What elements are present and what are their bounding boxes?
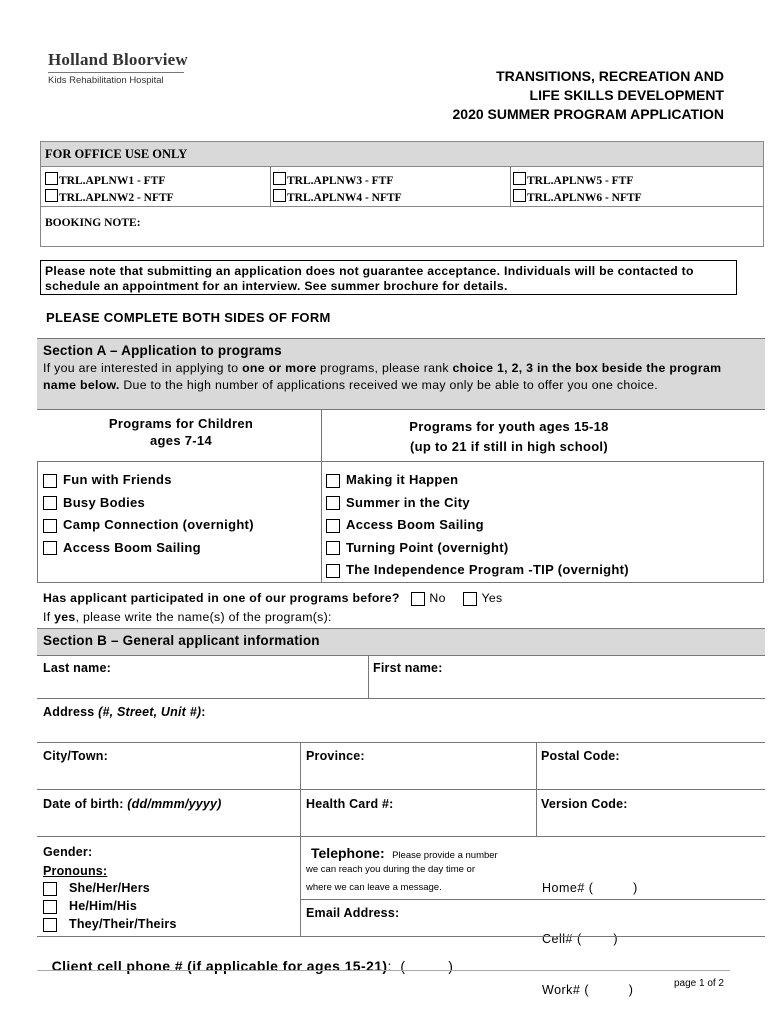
office-code-6[interactable]: TRL.APLNW6 - NFTF xyxy=(513,189,642,206)
program-busy-bodies[interactable]: Busy Bodies xyxy=(43,492,254,515)
program-camp-connection[interactable]: Camp Connection (overnight) xyxy=(43,514,254,537)
page-number: page 1 of 2 xyxy=(673,978,724,989)
phone-numbers xyxy=(542,846,638,1016)
pronoun-they[interactable]: They/Their/Theirs xyxy=(43,915,177,933)
youth-programs-heading: Programs for youth ages 15-18 (up to 21 if still in high school) xyxy=(409,419,609,454)
postal-code-field[interactable]: Postal Code: xyxy=(541,749,620,763)
office-code-2[interactable]: TRL.APLNW2 - NFTF xyxy=(45,189,174,206)
email-field[interactable]: Email Address: xyxy=(306,906,400,920)
city-field[interactable]: City/Town: xyxy=(43,749,108,763)
program-turning-point[interactable]: Turning Point (overnight) xyxy=(326,537,629,560)
form-title xyxy=(453,67,724,124)
first-name-field[interactable]: First name: xyxy=(373,661,443,675)
gender-field[interactable]: Gender: xyxy=(43,845,93,859)
section-a-intro: If you are interested in applying to one or more programs, please rank choice 1, 2, 3 in the box beside the program name below. Due to the high number of applications received we may only be able to offer you one choice. xyxy=(43,361,722,392)
address-field[interactable]: Address (#, Street, Unit #): xyxy=(43,705,206,719)
province-field[interactable]: Province: xyxy=(306,749,365,763)
participated-yes[interactable]: Yes xyxy=(463,591,502,605)
section-a-title: Section A – Application to programs xyxy=(43,343,282,358)
pronoun-he[interactable]: He/Him/His xyxy=(43,897,177,915)
pronoun-options xyxy=(43,879,177,933)
form-title-line3: 2020 SUMMER PROGRAM APPLICATION xyxy=(452,106,724,122)
program-access-boom-sailing-youth[interactable]: Access Boom Sailing xyxy=(326,514,629,537)
office-code-5[interactable]: TRL.APLNW5 - FTF xyxy=(513,172,642,189)
children-programs-list xyxy=(43,469,254,559)
last-name-field[interactable]: Last name: xyxy=(43,661,111,675)
client-cell-field[interactable]: Client cell phone # (if applicable for ages 15-21): ( ) xyxy=(51,958,454,974)
complete-both-sides: PLEASE COMPLETE BOTH SIDES OF FORM xyxy=(46,310,331,325)
program-making-it-happen[interactable]: Making it Happen xyxy=(326,469,629,492)
participated-no[interactable]: No xyxy=(411,591,445,605)
version-code-field[interactable]: Version Code: xyxy=(541,797,628,811)
logo xyxy=(48,50,188,86)
office-code-4[interactable]: TRL.APLNW4 - NFTF xyxy=(273,189,402,206)
youth-programs-list xyxy=(326,469,629,582)
office-code-1[interactable]: TRL.APLNW1 - FTF xyxy=(45,172,174,189)
participated-question xyxy=(43,591,502,606)
pronoun-she[interactable]: She/Her/Hers xyxy=(43,879,177,897)
logo-name: Holland Bloorview xyxy=(48,50,188,69)
dob-field[interactable]: Date of birth: (dd/mmm/yyyy) xyxy=(43,797,222,811)
telephone-note-1: Please provide a number xyxy=(392,850,498,861)
section-b-title: Section B – General applicant information xyxy=(43,633,320,648)
office-codes-row xyxy=(41,167,763,207)
notice-box: Please note that submitting an application does not guarantee acceptance. Individuals will be contacted to schedule an appointment for an interview. See summer brochure for details. xyxy=(40,260,737,295)
form-title-line2: LIFE SKILLS DEVELOPMENT xyxy=(529,87,724,103)
work-phone-field[interactable]: Work# ( ) xyxy=(542,983,634,997)
health-card-field[interactable]: Health Card #: xyxy=(306,797,394,811)
office-use-box xyxy=(40,141,764,247)
form-title-line1: TRANSITIONS, RECREATION AND xyxy=(496,68,724,84)
telephone-note-3: where we can leave a message. xyxy=(306,882,442,893)
children-programs-heading: Programs for Children ages 7-14 xyxy=(108,416,254,448)
telephone-block xyxy=(306,845,498,863)
program-fun-with-friends[interactable]: Fun with Friends xyxy=(43,469,254,492)
program-summer-in-the-city[interactable]: Summer in the City xyxy=(326,492,629,515)
if-yes-program-names[interactable]: If yes, please write the name(s) of the program(s): xyxy=(43,610,332,624)
home-phone-field[interactable]: Home# ( ) xyxy=(542,881,638,895)
cell-phone-field[interactable]: Cell# ( ) xyxy=(542,932,619,946)
program-independence-tip[interactable]: The Independence Program -TIP (overnight) xyxy=(326,559,629,582)
pronouns-label: Pronouns: xyxy=(43,864,108,878)
telephone-label: Telephone: xyxy=(311,845,385,861)
office-code-3[interactable]: TRL.APLNW3 - FTF xyxy=(273,172,402,189)
booking-note-field[interactable]: BOOKING NOTE: xyxy=(45,217,141,229)
office-use-title: FOR OFFICE USE ONLY xyxy=(45,147,188,161)
participated-label: Has applicant participated in one of our programs before? xyxy=(43,591,400,605)
telephone-note-2: we can reach you during the day time or xyxy=(306,864,475,875)
office-use-header xyxy=(41,142,763,167)
program-access-boom-sailing-children[interactable]: Access Boom Sailing xyxy=(43,537,254,560)
logo-subtitle: Kids Rehabilitation Hospital xyxy=(48,75,164,86)
